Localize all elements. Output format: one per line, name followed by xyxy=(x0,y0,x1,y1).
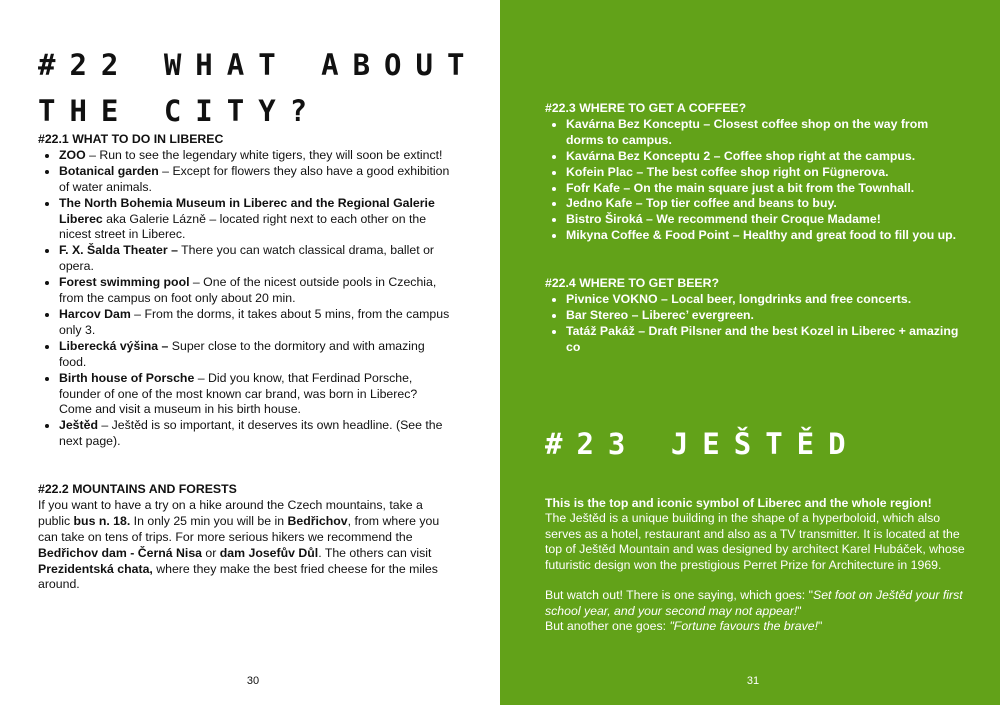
things-to-do-section xyxy=(38,132,450,450)
list-item: • Birth house of Porsche – Did you know, that Ferdinad Porsche, founder of one of the most known car brand, was born in Liberec? Come and visit a museum in his birth house. xyxy=(59,371,450,419)
list-item: • F. X. Šalda Theater – There you can watch classical drama, ballet or opera. xyxy=(59,243,450,275)
list-item: • Liberecká výšina – Super close to the dormitory and with amazing food. xyxy=(59,339,450,371)
jested-section xyxy=(545,496,965,635)
list-item: • Ještěd – Ještěd is so important, it deserves its own headline. (See the next page). xyxy=(59,418,450,450)
beer-list xyxy=(545,292,965,356)
list-item: • ZOO – Run to see the legendary white tigers, they will soon be extinct! xyxy=(59,148,450,164)
section-heading-22: #22 WHAT ABOUT THE CITY? xyxy=(38,48,479,128)
mountains-section xyxy=(38,482,450,593)
list-item: • The North Bohemia Museum in Liberec and the Regional Galerie Liberec aka Galerie Lázně – located right next to each other on the nicest street in Liberec. xyxy=(59,196,450,244)
coffee-list xyxy=(545,117,965,244)
jested-intro: This is the top and iconic symbol of Liberec and the whole region! xyxy=(545,496,932,510)
page-number-left: 30 xyxy=(246,675,260,687)
right-page xyxy=(500,0,1000,705)
list-item: • Tatáž Pakáž – Draft Pilsner and the best Kozel in Liberec + amazing co xyxy=(566,324,965,356)
jested-body: The Ještěd is a unique building in the shape of a hyperboloid, which also serves as a hotel, restaurant and also as a TV transmitter. It is located at the top of Ještěd Mountain and was designed by architect Karel Hubáček, whose futuristic design won the prestigious Perret Prize for Architecture in 1969. xyxy=(545,511,965,572)
coffee-title: #22.3 WHERE TO GET A COFFEE? xyxy=(545,101,747,115)
jested-saying-2: But another one goes: "Fortune favours the brave!" xyxy=(545,619,823,634)
list-item: • Jedno Kafe – Top tier coffee and beans to buy. xyxy=(566,196,965,212)
mountains-paragraph: If you want to have a try on a hike around the Czech mountains, take a public bus n. 18. In only 25 min you will be in Bedřichov, from where you can take on tens of trips. For more serious hikers we recommend the Bedřichov dam - Černá Nisa or dam Josefův Důl. The others can visit Prezidentská chata, where they make the best fried cheese for the miles around. xyxy=(38,497,440,592)
list-item: • Harcov Dam – From the dorms, it takes about 5 mins, from the campus only 3. xyxy=(59,307,450,339)
list-item: • Fofr Kafe – On the main square just a bit from the Townhall. xyxy=(566,181,965,197)
list-item: • Pivnice VOKNO – Local beer, longdrinks and free concerts. xyxy=(566,292,965,308)
jested-saying-1: But watch out! There is one saying, which goes: "Set foot on Ještěd your first school year, and your second may not appear!" xyxy=(545,588,963,618)
list-item: • Mikyna Coffee & Food Point – Healthy and great food to fill you up. xyxy=(566,228,965,244)
page-number-right: 31 xyxy=(746,675,760,687)
beer-title: #22.4 WHERE TO GET BEER? xyxy=(545,276,720,290)
list-item: • Bar Stereo – Liberec’ evergreen. xyxy=(566,308,965,324)
list-item: • Kofein Plac – The best coffee shop right on Fügnerova. xyxy=(566,165,965,181)
beer-section xyxy=(545,276,965,356)
coffee-section xyxy=(545,101,965,244)
list-item: • Kavárna Bez Konceptu – Closest coffee shop on the way from dorms to campus. xyxy=(566,117,965,149)
list-item: • Botanical garden – Except for flowers they also have a good exhibition of water animals. xyxy=(59,164,450,196)
list-item: • Kavárna Bez Konceptu 2 – Coffee shop right at the campus. xyxy=(566,149,965,165)
list-item: • Bistro Široká – We recommend their Croque Madame! xyxy=(566,212,965,228)
things-to-do-list xyxy=(38,148,450,450)
things-to-do-title: #22.1 WHAT TO DO IN LIBEREC xyxy=(38,132,224,146)
mountains-title: #22.2 MOUNTAINS AND FORESTS xyxy=(38,482,237,496)
section-heading-23: #23 JEŠTĚD xyxy=(545,427,860,461)
list-item: • Forest swimming pool – One of the nicest outside pools in Czechia, from the campus on foot only about 20 min. xyxy=(59,275,450,307)
